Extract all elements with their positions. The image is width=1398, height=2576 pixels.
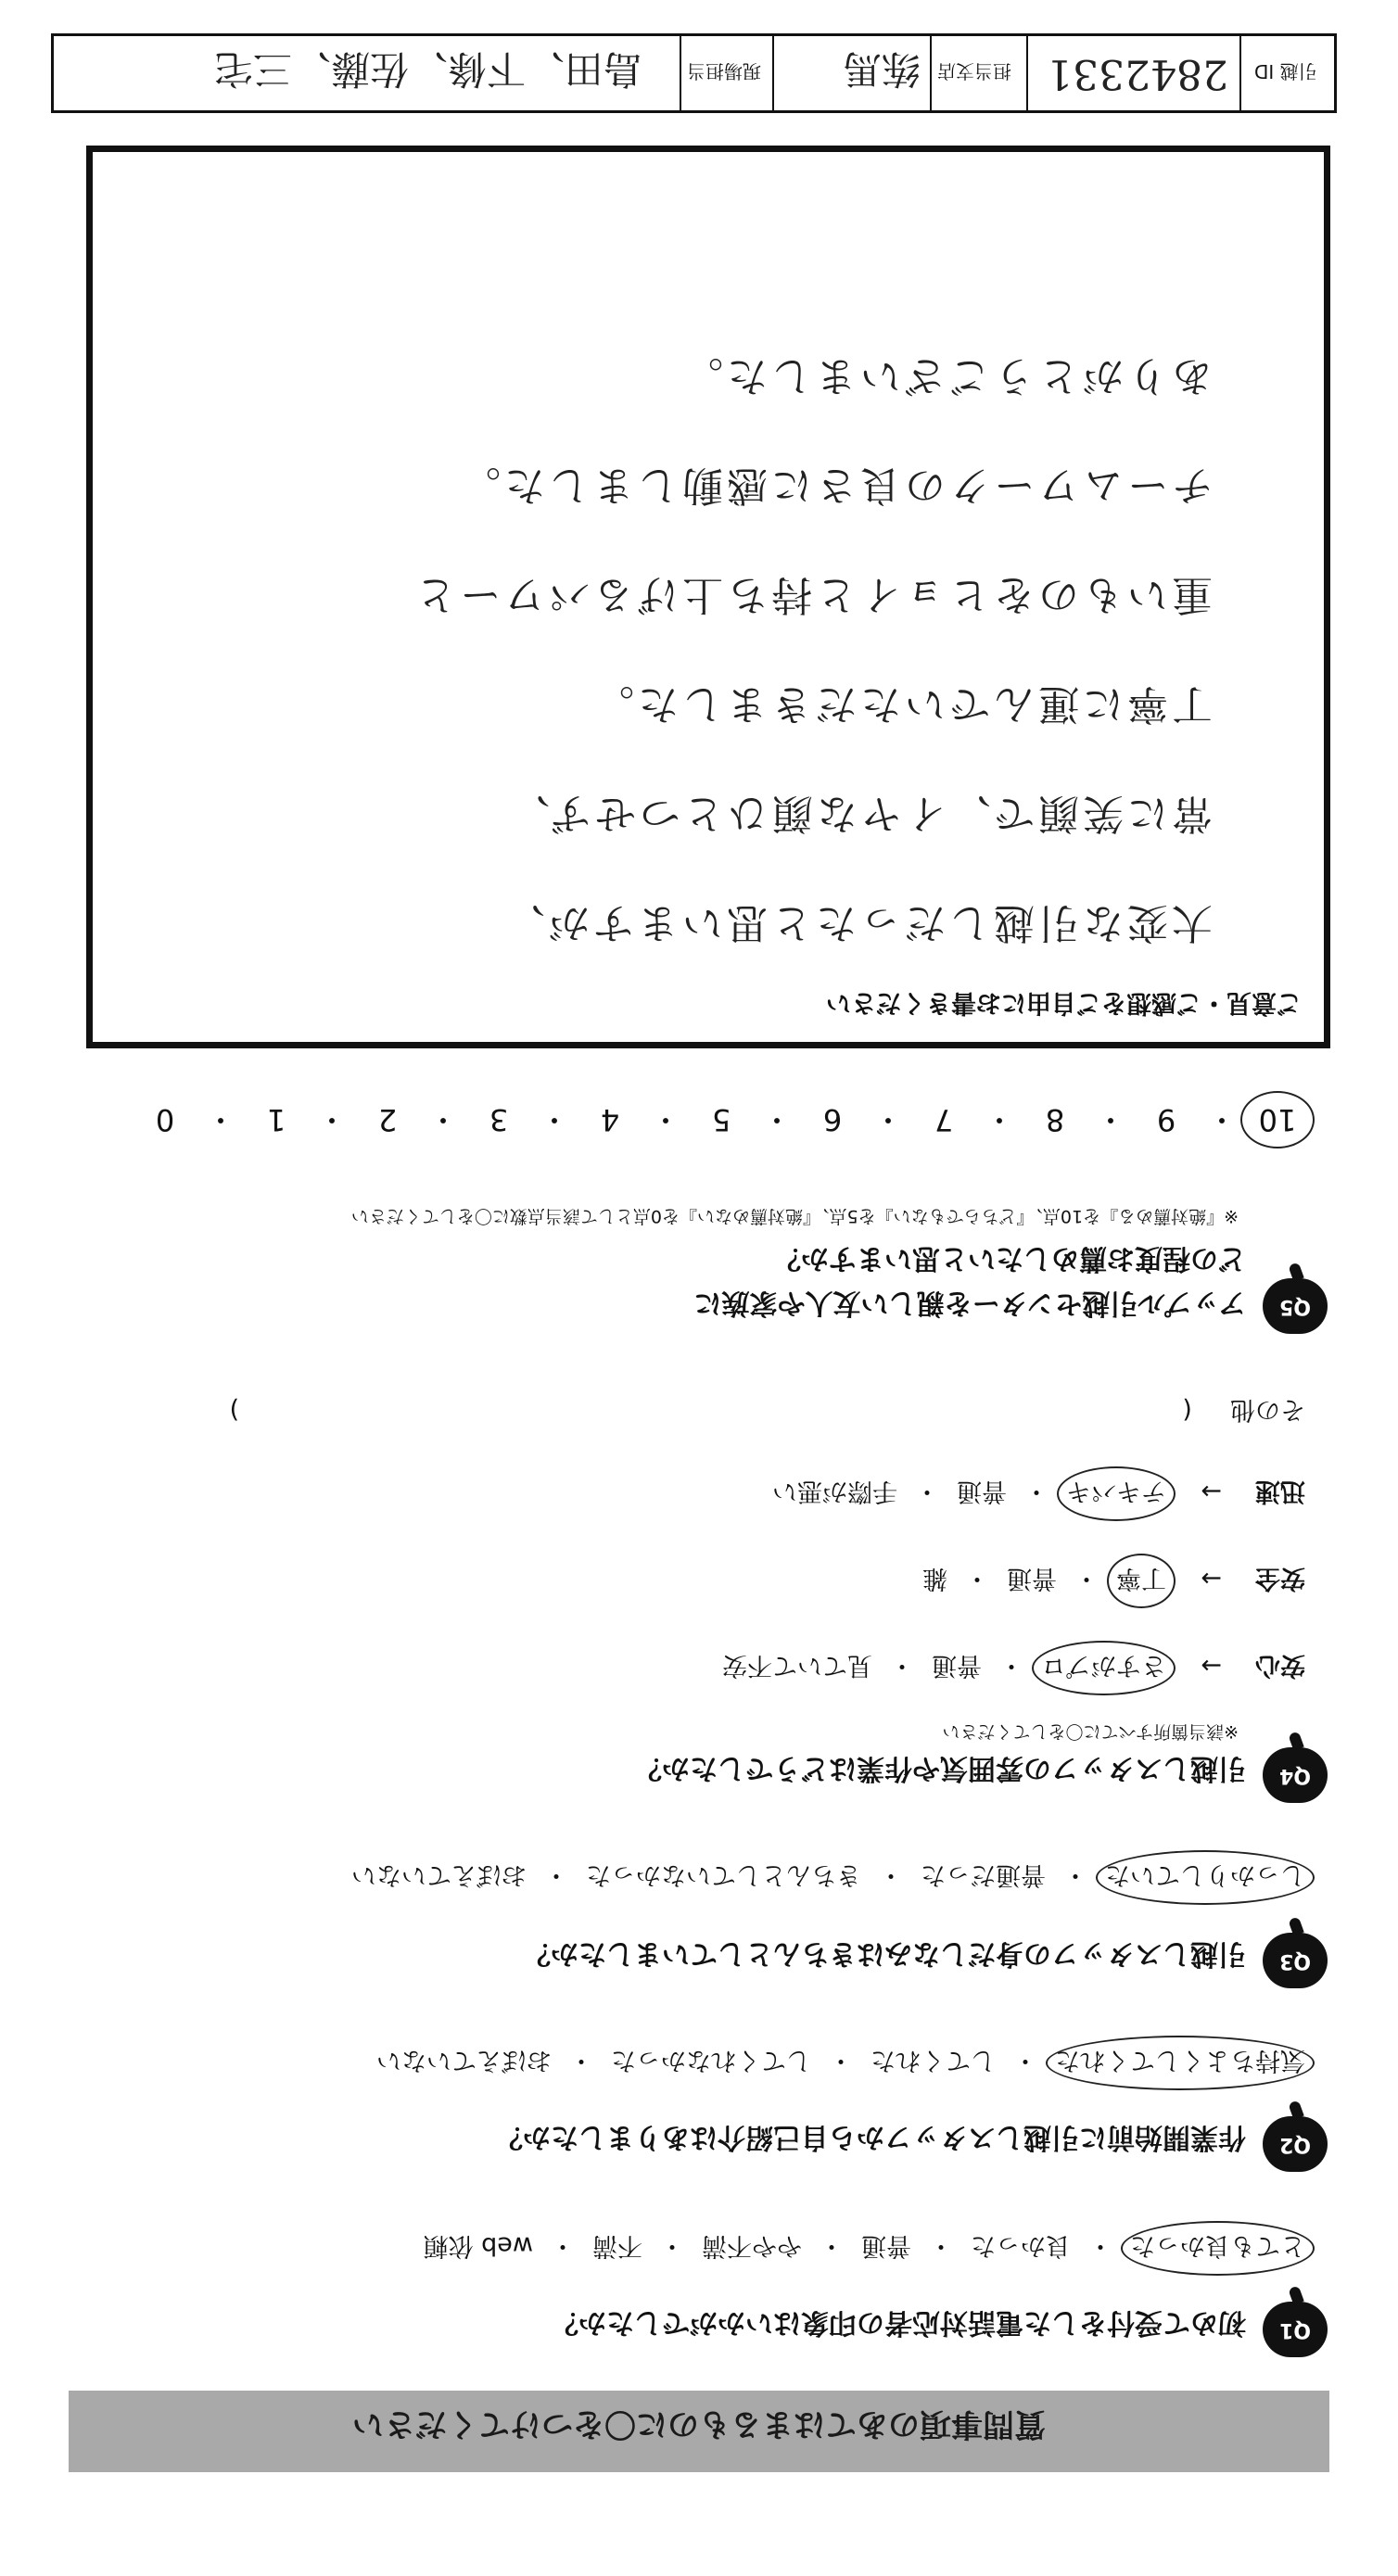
q1-option-3[interactable]: 普通	[861, 2231, 911, 2260]
q4-row2-option-3[interactable]: 雑	[922, 1564, 947, 1593]
q3-option-2[interactable]: 普通だった	[921, 1860, 1046, 1889]
q3-question: 引越しスタッフの身だしなみはきちんとしていましたか？	[523, 1937, 1246, 1970]
q5-badge: Q5	[1263, 1278, 1328, 1334]
separator: ・	[1096, 1102, 1126, 1137]
q4-other-close: )	[229, 1395, 240, 1424]
q4-row1-option-2[interactable]: 普通	[932, 1651, 982, 1680]
staff-value-cell	[54, 36, 681, 110]
q1-badge: Q1	[1263, 2302, 1328, 2357]
q4-row3-option-2[interactable]: 普通	[957, 1477, 1007, 1505]
q1-options	[424, 2230, 1305, 2266]
q5-question-line2: どの程度お薦めしたいと思いますか？	[773, 1242, 1246, 1275]
q4-row2-option-2[interactable]: 普通	[1007, 1564, 1057, 1593]
comment-line-4: 重いものをヒョイと持ち上げるパワーと	[412, 571, 1213, 618]
branch-label-cell	[930, 36, 1028, 110]
separator: ・	[540, 1102, 570, 1137]
q1-option-5[interactable]: 不満	[592, 2231, 642, 2260]
separator: ・	[543, 1860, 569, 1889]
q4-question: 引越しスタッフの雰囲気や作業はどうでしたか？	[634, 1752, 1246, 1784]
separator: ・	[659, 2231, 685, 2260]
separator: ・	[1012, 2046, 1038, 2075]
q3-option-3[interactable]: きちんとしていなかった	[586, 1860, 861, 1889]
comment-line-1: 大変な引越しだったと思いますが、	[501, 899, 1213, 946]
comment-line-3: 丁寧に運んでいただきました。	[590, 680, 1213, 728]
q5-score-3[interactable]: 3	[489, 1102, 509, 1137]
separator: ・	[998, 1651, 1024, 1680]
separator: ・	[828, 2046, 854, 2075]
q3-options	[351, 1859, 1305, 1896]
separator: ・	[878, 1860, 904, 1889]
q2-option-1[interactable]: 気持ちよくしてくれた	[1055, 2045, 1305, 2081]
q5-score-0[interactable]: 0	[155, 1102, 175, 1137]
branch-label: 担当支店	[937, 60, 1011, 82]
q3-option-1[interactable]: しっかりしていた	[1105, 1859, 1305, 1896]
arrow-icon: →	[1201, 1564, 1222, 1593]
q4-row3-option-1[interactable]: テキパキ	[1066, 1476, 1166, 1512]
separator: ・	[1074, 1564, 1099, 1593]
q2-options	[376, 2045, 1305, 2081]
q4-row3-option-3[interactable]: 手際が悪い	[772, 1477, 897, 1505]
separator: ・	[317, 1102, 348, 1137]
q5-score-4[interactable]: 4	[600, 1102, 620, 1137]
q4-row1-option-1[interactable]: さすがプロ	[1041, 1650, 1166, 1686]
q3-option-4[interactable]: おぼえていない	[351, 1860, 527, 1889]
q5-score-2[interactable]: 2	[377, 1102, 398, 1137]
q1-option-6[interactable]: web 依頼	[423, 2231, 533, 2260]
q5-question-line1: アップル引越センターを親しい友人や家族に	[693, 1287, 1246, 1319]
separator: ・	[550, 2231, 576, 2260]
separator: ・	[1087, 2231, 1113, 2260]
separator: ・	[762, 1102, 793, 1137]
separator: ・	[1207, 1102, 1238, 1137]
q4-row2-option-1[interactable]: 丁寧	[1116, 1563, 1166, 1599]
q5-score-10[interactable]: 10	[1250, 1102, 1305, 1137]
comment-line-5: チームワークの良さに感動しました。	[456, 462, 1213, 509]
q2-badge: Q2	[1263, 2116, 1328, 2172]
id-value-cell	[1026, 36, 1241, 110]
q2-option-3[interactable]: してくれなかった	[611, 2046, 811, 2075]
q4-row-anzen	[922, 1563, 1305, 1599]
separator: ・	[928, 2231, 954, 2260]
comment-line-2: 常に笑顔で、イヤな顔ひとつせず、	[505, 790, 1213, 837]
staff-value: 島田、下條、佐藤、三宅	[213, 46, 642, 92]
arrow-icon: →	[1201, 1651, 1222, 1680]
instruction-banner	[69, 2391, 1329, 2472]
q5-score-5[interactable]: 5	[711, 1102, 731, 1137]
separator: ・	[568, 2046, 594, 2075]
q4-row-label: 安全	[1255, 1564, 1305, 1593]
q5-scale	[63, 1087, 1305, 1143]
separator: ・	[964, 1564, 990, 1593]
q5-score-1[interactable]: 1	[266, 1102, 286, 1137]
q5-score-9[interactable]: 9	[1156, 1102, 1176, 1137]
q1-option-2[interactable]: 良かった	[971, 2231, 1071, 2260]
comment-line-6: ありがとうございました。	[679, 352, 1213, 400]
q2-option-2[interactable]: してくれた	[871, 2046, 996, 2075]
q4-other-row	[100, 1394, 1305, 1430]
comment-box[interactable]	[86, 146, 1330, 1048]
banner-text: 質問事項のあてはまるものに〇をつけてください	[352, 2405, 1046, 2443]
separator: ・	[206, 1102, 236, 1137]
id-label: 引越 ID	[1254, 60, 1317, 82]
q4-other-open: (	[1182, 1395, 1192, 1424]
q5-score-7[interactable]: 7	[934, 1102, 954, 1137]
q4-row-label: 迅速	[1255, 1477, 1305, 1505]
q2-option-4[interactable]: おぼえていない	[376, 2046, 552, 2075]
id-value: 2842331	[1047, 50, 1228, 97]
leader-label-cell	[680, 36, 774, 110]
id-label-cell	[1241, 36, 1334, 110]
q2-question: 作業開始前に引越しスタッフから自己紹介はありましたか？	[495, 2121, 1246, 2153]
separator: ・	[1023, 1477, 1049, 1505]
arrow-icon: →	[1201, 1477, 1222, 1505]
q4-note: ※該当箇所すべてに〇をしてください	[942, 1721, 1239, 1742]
q4-row-label: 安心	[1255, 1651, 1305, 1680]
separator: ・	[428, 1102, 459, 1137]
separator: ・	[873, 1102, 904, 1137]
q4-row1-option-3[interactable]: 見ていて不安	[722, 1651, 872, 1680]
q4-row-anshin	[722, 1650, 1305, 1686]
q3-badge: Q3	[1263, 1933, 1328, 1988]
staff-info-table	[51, 33, 1337, 113]
leader-label: 現場担当	[687, 60, 761, 82]
separator: ・	[985, 1102, 1015, 1137]
separator: ・	[914, 1477, 940, 1505]
q1-option-4[interactable]: やや不満	[702, 2231, 802, 2260]
q5-note: ※『絶対薦める』を10点、『どちらでもない』を5点、『絶対薦めない』を0点として該当点数に〇をしてください	[350, 1206, 1239, 1226]
separator: ・	[1062, 1860, 1088, 1889]
q4-row-jinsoku	[772, 1476, 1305, 1512]
q4-badge: Q4	[1263, 1747, 1328, 1803]
comment-label: ご意見・ご感想をご自由にお書きください	[826, 988, 1302, 1017]
separator: ・	[651, 1102, 681, 1137]
q5-score-6[interactable]: 6	[822, 1102, 843, 1137]
q1-option-1[interactable]: とても良かった	[1130, 2230, 1305, 2266]
separator: ・	[889, 1651, 915, 1680]
branch-value-cell	[772, 36, 932, 110]
q1-question: 初めて受付をした電話対応者の印象はいかがでしたか？	[551, 2306, 1246, 2339]
q4-other-label: その他	[1230, 1395, 1305, 1424]
q5-score-8[interactable]: 8	[1045, 1102, 1065, 1137]
separator: ・	[819, 2231, 845, 2260]
branch-value: 练馬	[842, 46, 921, 92]
